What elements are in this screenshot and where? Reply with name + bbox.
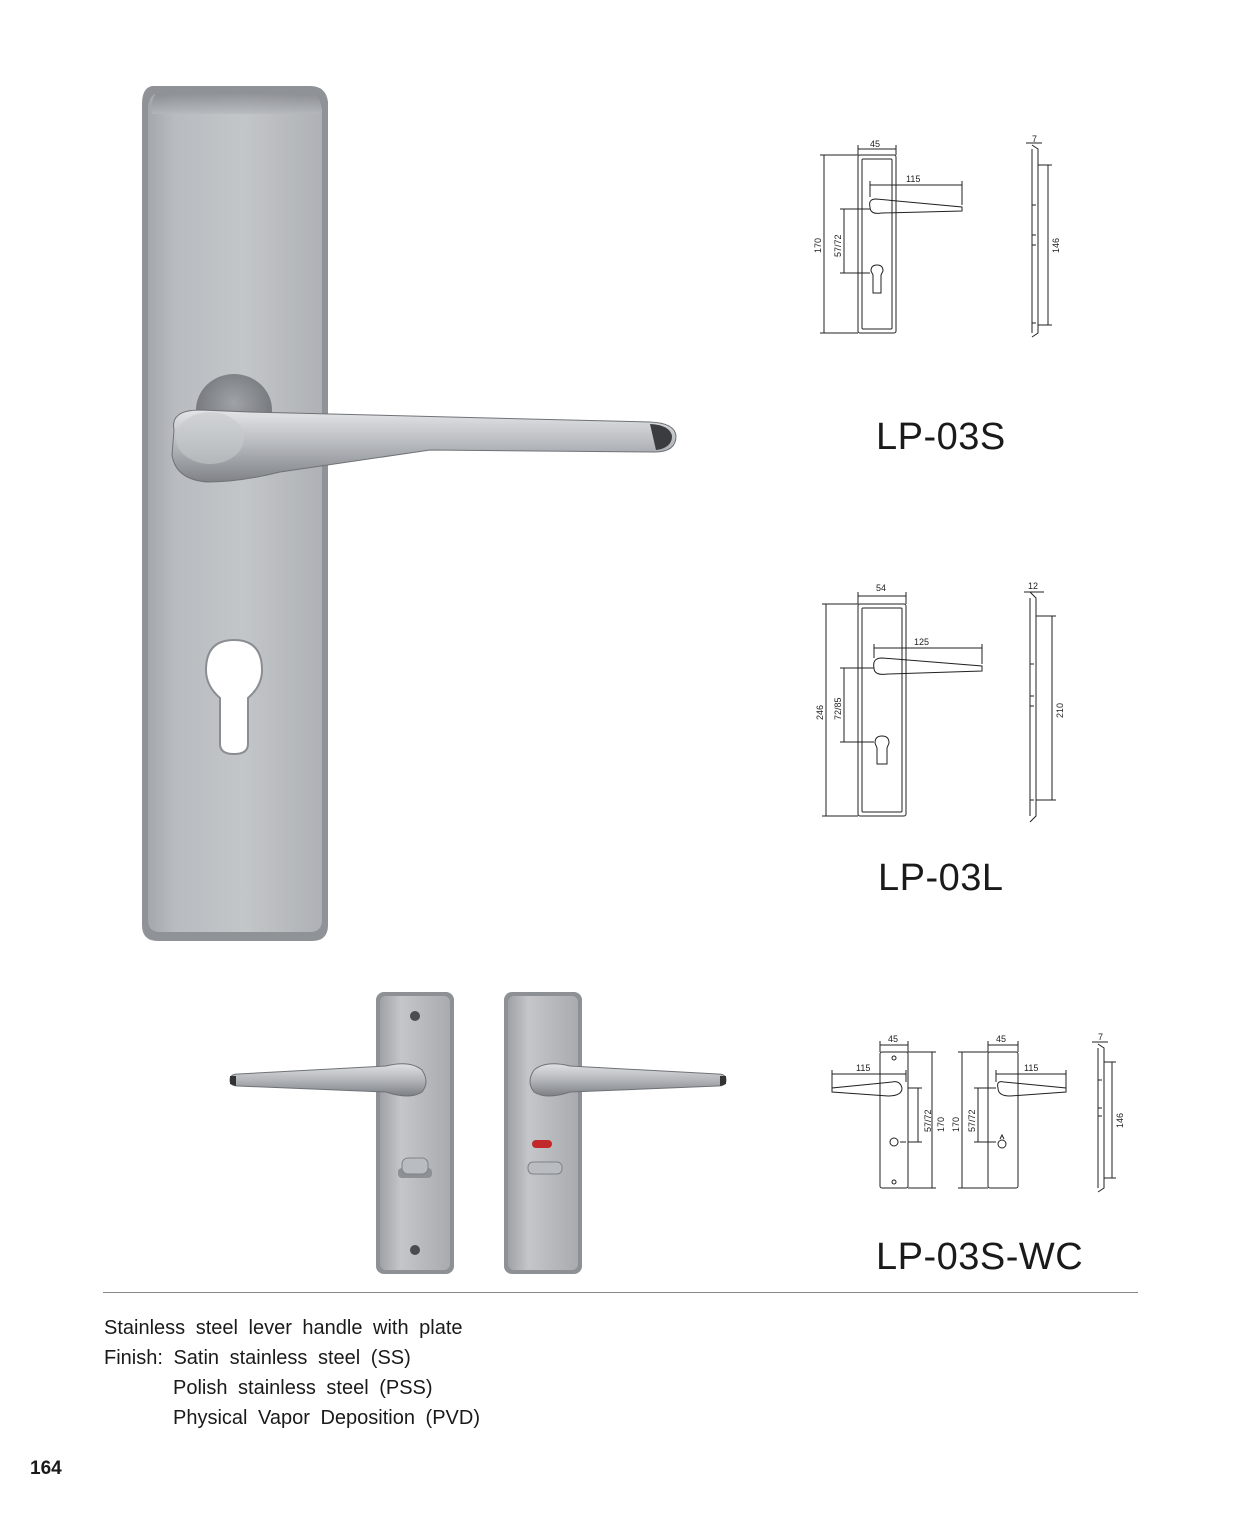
wc-handles-photo — [226, 988, 736, 1278]
lp03l-length: 210 — [1055, 702, 1065, 718]
lp03s-height: 170 — [813, 237, 823, 253]
wc-right-lever: 115 — [1024, 1063, 1039, 1073]
wc-left-center: 57/72 — [923, 1109, 933, 1132]
lp03s-width: 45 — [870, 139, 881, 149]
wc-left-width: 45 — [888, 1034, 899, 1044]
lp03l-width: 54 — [876, 583, 887, 593]
model-label-lp03s: LP-03S — [876, 416, 1006, 458]
finish-label: Finish: — [104, 1347, 163, 1369]
finish-option-ss: Satin stainless steel (SS) — [173, 1347, 411, 1369]
wc-side-length: 146 — [1115, 1112, 1125, 1128]
lp03l-lever: 125 — [914, 637, 930, 647]
page-number: 164 — [30, 1458, 62, 1479]
lp03s-wc-drawing — [824, 1032, 1144, 1198]
lp03s-length: 146 — [1051, 237, 1061, 253]
divider-line — [103, 1292, 1138, 1293]
lp03l-center: 72/85 — [833, 697, 843, 720]
lp03s-lever: 115 — [906, 174, 921, 184]
model-label-lp03s-wc: LP-03S-WC — [876, 1236, 1084, 1278]
wc-left-lever: 115 — [856, 1063, 871, 1073]
lp03l-height: 246 — [815, 704, 825, 720]
finish-option-pvd: Physical Vapor Deposition (PVD) — [173, 1407, 480, 1429]
product-description — [104, 1313, 480, 1433]
wc-right-height: 170 — [951, 1116, 961, 1132]
wc-side-thickness: 7 — [1098, 1032, 1104, 1042]
lp03s-thickness: 7 — [1032, 135, 1038, 144]
lp03s-center: 57/72 — [833, 234, 843, 257]
description-title: Stainless steel lever handle with plate — [104, 1317, 463, 1339]
lp03l-drawing — [810, 578, 1080, 823]
wc-left-height: 170 — [936, 1116, 946, 1132]
model-label-lp03l: LP-03L — [878, 857, 1004, 899]
finish-option-pss: Polish stainless steel (PSS) — [173, 1377, 433, 1399]
wc-right-center: 57/72 — [967, 1109, 977, 1132]
wc-right-width: 45 — [996, 1034, 1007, 1044]
main-handle-photo — [130, 80, 690, 950]
lp03l-thickness: 12 — [1028, 581, 1039, 591]
finish-row-1 — [104, 1343, 480, 1373]
lp03s-drawing — [810, 135, 1070, 345]
